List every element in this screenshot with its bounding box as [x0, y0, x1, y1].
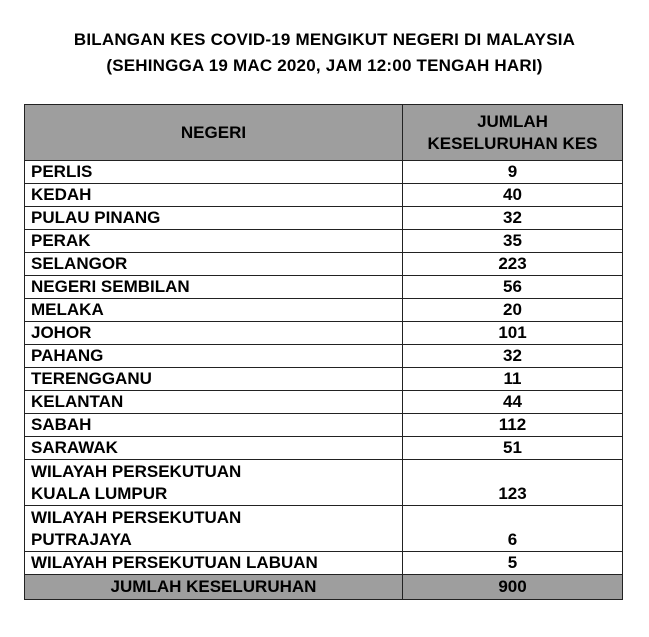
state-name-cell: [25, 184, 403, 207]
table-row: [25, 276, 623, 299]
case-count-cell: 32: [403, 207, 623, 230]
header-state: NEGERI: [25, 105, 403, 161]
case-count-cell: 40: [403, 184, 623, 207]
state-name-line: NEGERI SEMBILAN: [31, 277, 190, 296]
state-name-cell: [25, 460, 403, 506]
case-count-cell: 9: [403, 161, 623, 184]
state-name-line: PERLIS: [31, 162, 93, 181]
header-total-line1: JUMLAH: [477, 111, 548, 131]
state-name-line: WILAYAH PERSEKUTUAN LABUAN: [31, 553, 318, 572]
table-row: [25, 322, 623, 345]
table-row: [25, 460, 623, 506]
state-name-line: KELANTAN: [31, 392, 124, 411]
header-total-cases: [403, 105, 623, 161]
state-name-line: PERAK: [31, 231, 91, 250]
state-name-cell: [25, 161, 403, 184]
state-name-cell: [25, 368, 403, 391]
state-name-cell: [25, 207, 403, 230]
case-count-cell: 11: [403, 368, 623, 391]
state-name-line: KUALA LUMPUR: [31, 484, 168, 503]
case-count-cell: 223: [403, 253, 623, 276]
case-count-cell: 123: [403, 460, 623, 506]
table-row: [25, 299, 623, 322]
table-row: [25, 368, 623, 391]
state-name-line: PUTRAJAYA: [31, 530, 132, 549]
state-name-line: TERENGGANU: [31, 369, 152, 388]
case-count-cell: 112: [403, 414, 623, 437]
table-row: [25, 184, 623, 207]
state-name-cell: [25, 276, 403, 299]
case-count-cell: 101: [403, 322, 623, 345]
state-name-cell: [25, 322, 403, 345]
total-label: JUMLAH KESELURUHAN: [25, 575, 403, 600]
state-name-line: SELANGOR: [31, 254, 128, 273]
state-name-cell: [25, 552, 403, 575]
table-header-row: [25, 105, 623, 161]
case-count-cell: 44: [403, 391, 623, 414]
table-total-row: [25, 575, 623, 600]
table-row: [25, 345, 623, 368]
state-name-cell: [25, 414, 403, 437]
document-subtitle: (SEHINGGA 19 MAC 2020, JAM 12:00 TENGAH HARI): [106, 56, 543, 75]
table-row: [25, 552, 623, 575]
state-name-line: MELAKA: [31, 300, 104, 319]
state-name-line: WILAYAH PERSEKUTUAN: [31, 462, 242, 481]
table-row: [25, 230, 623, 253]
document-title: BILANGAN KES COVID-19 MENGIKUT NEGERI DI MALAYSIA: [73, 30, 576, 49]
table-row: [25, 207, 623, 230]
state-name-line: SARAWAK: [31, 438, 118, 457]
state-name-line: JOHOR: [31, 323, 92, 342]
state-name-cell: [25, 391, 403, 414]
case-count-cell: 56: [403, 276, 623, 299]
case-count-cell: 35: [403, 230, 623, 253]
table-row: [25, 414, 623, 437]
header-total-line2: KESELURUHAN KES: [427, 133, 598, 153]
state-name-cell: [25, 299, 403, 322]
total-value: 900: [403, 575, 623, 600]
state-name-cell: [25, 345, 403, 368]
state-name-line: PULAU PINANG: [31, 208, 161, 227]
table-row: [25, 506, 623, 552]
state-name-cell: [25, 437, 403, 460]
state-name-line: SABAH: [31, 415, 92, 434]
case-count-cell: 6: [403, 506, 623, 552]
state-name-line: WILAYAH PERSEKUTUAN: [31, 508, 242, 527]
state-name-line: KEDAH: [31, 185, 92, 204]
case-count-cell: 20: [403, 299, 623, 322]
table-row: [25, 161, 623, 184]
case-count-cell: 5: [403, 552, 623, 575]
case-count-cell: 51: [403, 437, 623, 460]
state-name-cell: [25, 253, 403, 276]
state-name-cell: [25, 230, 403, 253]
state-name-cell: [25, 506, 403, 552]
table-row: [25, 437, 623, 460]
case-count-cell: 32: [403, 345, 623, 368]
cases-by-state-table: [24, 104, 623, 600]
table-row: [25, 253, 623, 276]
state-name-line: PAHANG: [31, 346, 104, 365]
table-row: [25, 391, 623, 414]
